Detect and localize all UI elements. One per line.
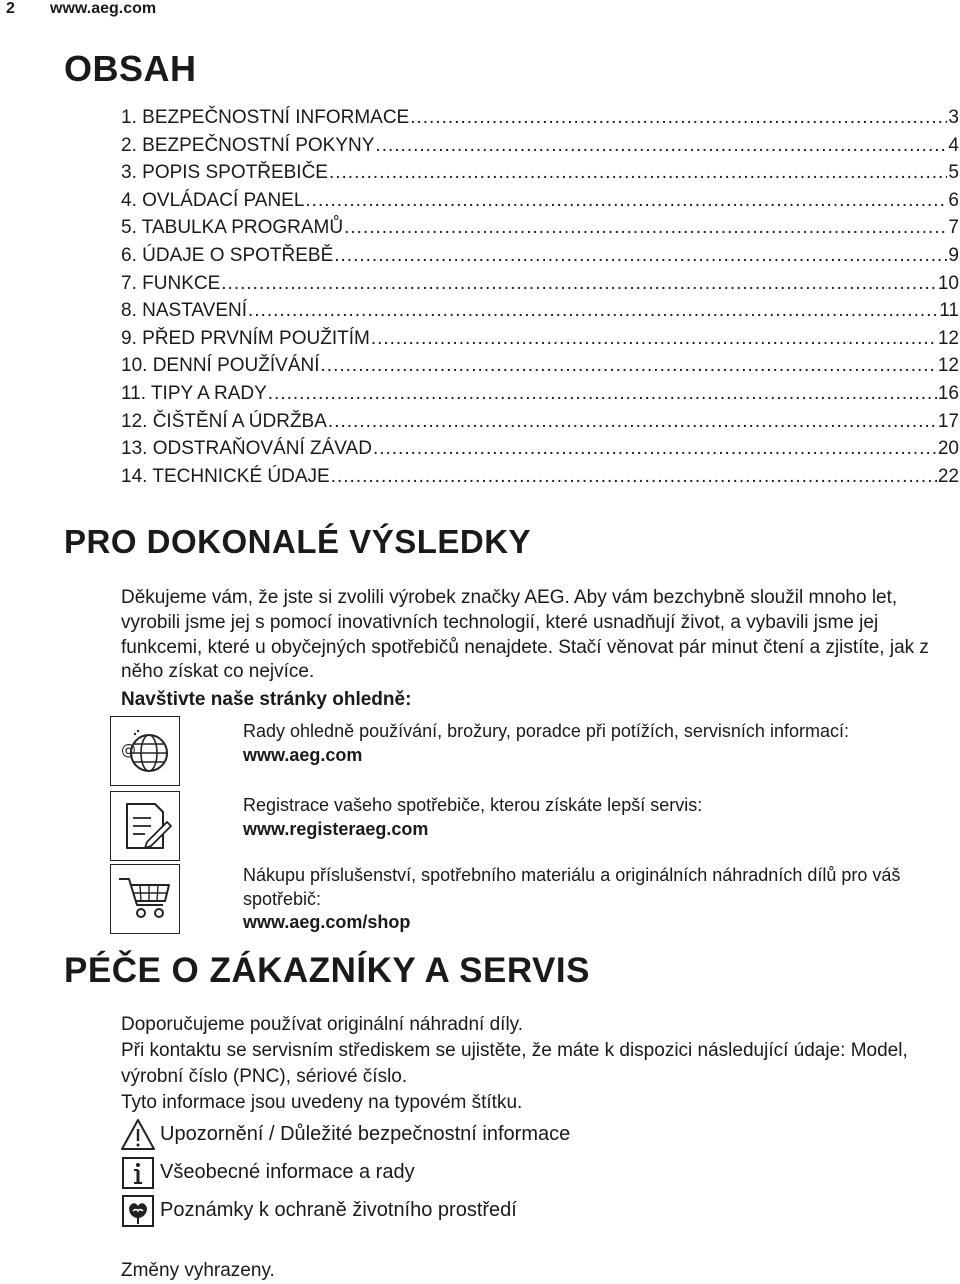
link-url[interactable]: www.aeg.com bbox=[243, 744, 363, 765]
toc-item-label: BEZPEČNOSTNÍ INFORMACE bbox=[142, 107, 410, 128]
link-description: Nákupu příslušenství, spotřebního materiálu a originálních náhradních dílů pro váš spotřebič: bbox=[243, 865, 901, 909]
toc-item-page: 12 bbox=[937, 355, 959, 377]
legend-text: Poznámky k ochraně životního prostředí bbox=[160, 1199, 517, 1221]
toc-item-number: 11. bbox=[121, 382, 147, 404]
toc-item-number: 9. bbox=[121, 327, 137, 349]
link-row-text bbox=[243, 864, 958, 935]
toc-item-number: 10. bbox=[121, 355, 148, 377]
toc-item-page: 22 bbox=[937, 465, 959, 487]
toc-item-label: ČIŠTĚNÍ A ÚDRŽBA bbox=[152, 410, 327, 432]
toc-item-number: 7. bbox=[121, 272, 137, 294]
toc-item[interactable] bbox=[121, 242, 959, 270]
toc-item[interactable] bbox=[121, 325, 959, 353]
toc-item-page: 4 bbox=[948, 134, 959, 156]
shopping-cart-icon bbox=[110, 864, 180, 934]
toc-item-number: 13. bbox=[121, 438, 148, 460]
toc-item-page: 10 bbox=[937, 272, 959, 294]
toc-item-label: BEZPEČNOSTNÍ POKYNY bbox=[142, 134, 375, 156]
toc-item-number: 5. bbox=[121, 217, 137, 239]
link-description: Rady ohledně používání, brožury, poradce při potížích, servisních informací: bbox=[243, 721, 849, 741]
toc-item[interactable] bbox=[121, 435, 959, 463]
toc-item-label: DENNÍ POUŽÍVÁNÍ bbox=[152, 355, 320, 377]
toc-item-label: PŘED PRVNÍM POUŽITÍM bbox=[142, 327, 370, 349]
link-description: Registrace vašeho spotřebiče, kterou získáte lepší servis: bbox=[243, 795, 703, 815]
toc-item-page: 16 bbox=[937, 382, 959, 404]
toc-item-page: 11 bbox=[939, 300, 959, 322]
toc-leader-dots bbox=[248, 297, 938, 325]
web-globe-icon bbox=[110, 716, 180, 786]
toc-item[interactable] bbox=[121, 187, 959, 215]
toc-item[interactable] bbox=[121, 104, 959, 132]
toc-item[interactable] bbox=[121, 463, 959, 491]
toc-item-label: OVLÁDACÍ PANEL bbox=[142, 189, 305, 211]
registration-form-icon bbox=[110, 791, 180, 861]
legend-text: Všeobecné informace a rady bbox=[160, 1161, 415, 1183]
toc-leader-dots bbox=[331, 463, 937, 491]
changes-reserved-note: Změny vyhrazeny. bbox=[121, 1260, 275, 1281]
toc-item[interactable] bbox=[121, 297, 959, 325]
toc-item-label: TABULKA PROGRAMŮ bbox=[141, 217, 344, 239]
link-row-text bbox=[243, 794, 958, 841]
toc-item-label: ODSTRAŇOVÁNÍ ZÁVAD bbox=[152, 438, 372, 460]
toc-item[interactable] bbox=[121, 408, 959, 436]
thanks-paragraph: Děkujeme vám, že jste si zvolili výrobek značky AEG. Aby vám bezchybně sloužil mnoho let, vyrobili jsme jej s pomocí inovativních technologií, které usnadňují život, a vybavili jsme jej funkcemi, které u obyčejných spotřebičů nenajdete. Stačí věnovat pár minut čtení a zjistíte, jak z něho získat co nejvíce. bbox=[121, 587, 929, 683]
toc-leader-dots bbox=[375, 132, 947, 160]
link-row-text bbox=[243, 720, 958, 767]
environment-leaf-icon bbox=[121, 1194, 155, 1228]
legend-text: Upozornění / Důležité bezpečnostní informace bbox=[160, 1123, 571, 1145]
toc-title: OBSAH bbox=[64, 48, 197, 89]
toc-item-page: 6 bbox=[948, 189, 959, 211]
care-line: Při kontaktu se servisním střediskem se ujistěte, že máte k dispozici následující údaje: Model, výrobní číslo (PNC), sériové číslo. bbox=[121, 1040, 908, 1087]
toc-item-number: 14. bbox=[121, 465, 148, 487]
toc-item-page: 3 bbox=[948, 107, 959, 128]
toc-item[interactable] bbox=[121, 214, 959, 242]
toc-item-page: 12 bbox=[937, 327, 959, 349]
toc-leader-dots bbox=[221, 270, 937, 298]
toc-item-page: 7 bbox=[948, 217, 959, 239]
toc-leader-dots bbox=[373, 435, 937, 463]
info-icon bbox=[121, 1156, 155, 1190]
toc-leader-dots bbox=[321, 352, 937, 380]
toc-item-page: 17 bbox=[937, 410, 959, 432]
care-line: Tyto informace jsou uvedeny na typovém štítku. bbox=[121, 1092, 523, 1113]
toc-item[interactable] bbox=[121, 352, 959, 380]
page-number: 2 bbox=[6, 0, 15, 17]
toc-item-page: 5 bbox=[948, 162, 959, 184]
toc-leader-dots bbox=[305, 187, 947, 215]
care-paragraph bbox=[121, 1012, 957, 1116]
toc-item-page: 9 bbox=[948, 244, 959, 266]
toc-leader-dots bbox=[329, 159, 947, 187]
care-title: PÉČE O ZÁKAZNÍKY A SERVIS bbox=[64, 951, 590, 990]
toc-item[interactable] bbox=[121, 270, 959, 298]
toc-item-number: 2. bbox=[121, 134, 137, 156]
toc-item-number: 6. bbox=[121, 244, 137, 266]
toc-leader-dots bbox=[410, 104, 947, 132]
toc-leader-dots bbox=[371, 325, 937, 353]
header-site-link[interactable]: www.aeg.com bbox=[50, 0, 157, 17]
toc-leader-dots bbox=[328, 408, 937, 436]
toc-leader-dots bbox=[268, 380, 937, 408]
toc-item-label: FUNKCE bbox=[142, 272, 221, 294]
page-header bbox=[6, 0, 156, 18]
toc-item-number: 4. bbox=[121, 189, 137, 211]
toc-item-label: TECHNICKÉ ÚDAJE bbox=[152, 465, 330, 487]
toc-item[interactable] bbox=[121, 380, 959, 408]
toc-item-number: 1. bbox=[121, 107, 137, 128]
toc-item-number: 12. bbox=[121, 410, 148, 432]
svg-text:@: @ bbox=[121, 741, 136, 759]
care-line: Doporučujeme používat originální náhradní díly. bbox=[121, 1014, 524, 1035]
toc-item-number: 8. bbox=[121, 300, 137, 322]
visit-heading: Navštivte naše stránky ohledně: bbox=[121, 689, 412, 710]
toc-item-label: ÚDAJE O SPOTŘEBĚ bbox=[142, 244, 334, 266]
toc-item[interactable] bbox=[121, 159, 959, 187]
toc-item-label: POPIS SPOTŘEBIČE bbox=[142, 162, 328, 184]
toc-leader-dots bbox=[344, 214, 947, 242]
toc-item-label: TIPY A RADY bbox=[150, 382, 267, 404]
toc-item[interactable] bbox=[121, 132, 959, 160]
table-of-contents bbox=[121, 104, 959, 490]
toc-item-number: 3. bbox=[121, 162, 137, 184]
toc-item-label: NASTAVENÍ bbox=[142, 300, 248, 322]
toc-leader-dots bbox=[334, 242, 947, 270]
link-url[interactable]: www.aeg.com/shop bbox=[243, 912, 411, 932]
toc-item-page: 20 bbox=[937, 438, 959, 460]
warning-triangle-icon bbox=[121, 1118, 155, 1152]
results-title: PRO DOKONALÉ VÝSLEDKY bbox=[64, 523, 532, 560]
link-url[interactable]: www.registeraeg.com bbox=[243, 818, 429, 839]
